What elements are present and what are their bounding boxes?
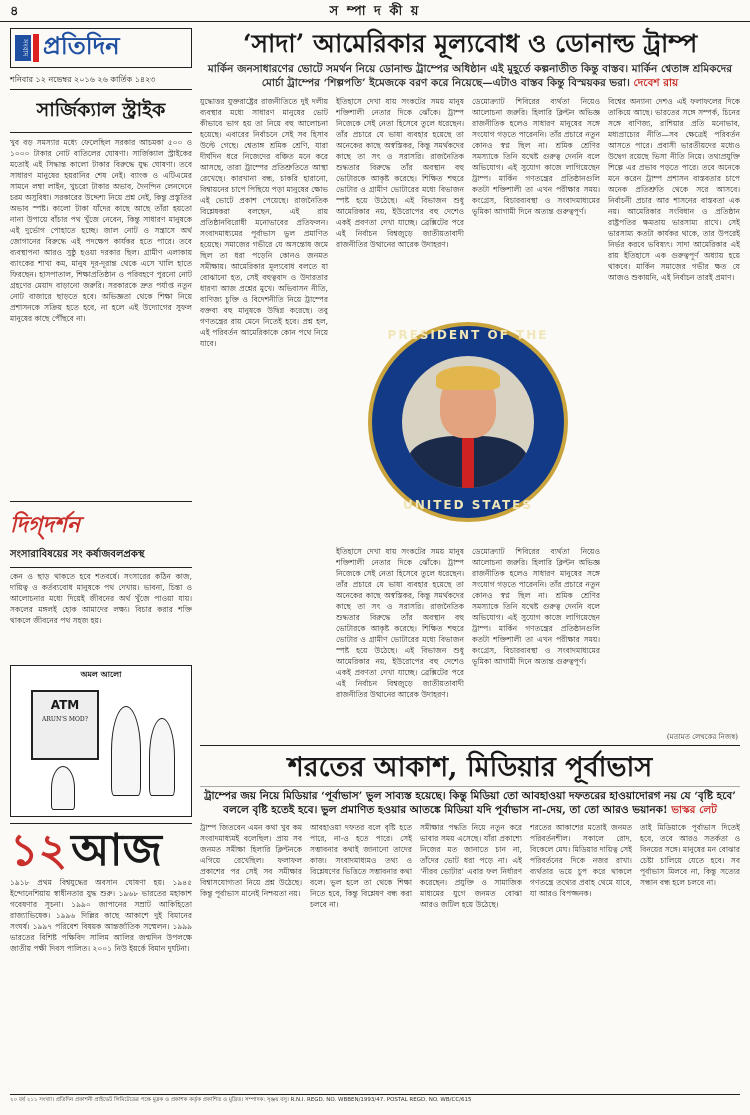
atm-machine-icon	[31, 690, 99, 760]
story2-headline[interactable]: শরতের আকাশ, মিডিয়ার পূর্বাভাস	[200, 752, 740, 787]
story2-byline: ভাস্কর লেট	[671, 804, 717, 816]
story1-headline[interactable]: ‘সাদা’ আমেরিকার মূল্যবোধ ও ডোনাল্ড ট্রাম্প	[242, 29, 698, 58]
dateline: শনিবার ১২ নভেম্বর ২০১৬ ২৬ কার্তিক ১৪২৩	[10, 72, 192, 90]
story2-column-4: শরতের আকাশের মতোই জনমত পরিবর্তনশীল। সকালে রোদ, বিকেলে মেঘ। মিডিয়ার দায়িত্ব সেই পরিবর্তনের দিকে নজর রাখা। ব্যর্থতার ভয়ে চুপ করে থাকলে গণতন্ত্রে তথ্যের প্রবাহ থেমে যাবে, যা আরও বিপজ্জনক।	[530, 823, 632, 898]
dinlipi-header	[10, 823, 192, 874]
main-area	[200, 28, 740, 1114]
page-header-bar	[0, 0, 750, 22]
story1-column-4: বিশ্বের অন্যান্য দেশও এই ফলাফলের দিকে তাকিয়ে আছে। ভারতের সঙ্গে সম্পর্ক, চিনের সঙ্গে বাণিজ্য, রাশিয়ার প্রতি মনোভাব, মধ্যপ্রাচ্যের নীতি—সব ক্ষেত্রেই পরিবর্তন আসতে পারে। প্রবাসী ভারতীয়দের মধ্যেও উদ্বেগ রয়েছে ভিসা নীতি নিয়ে। তথ্যপ্রযুক্তি শিল্পে এর প্রভাব পড়তে পারে। তবে অনেকে মনে করেন ট্রাম্প প্রশাসন বাস্তবতার চাপে অনেক প্রতিশ্রুতি থেকে সরে আসবে। নির্বাচনী প্রচার আর শাসনের বাস্তবতা এক নয়। আমেরিকার সংবিধান ও প্রতিষ্ঠান রাষ্ট্রপতির ক্ষমতায় ভারসাম্য রাখে। সেই ভারসাম্য কতটা কার্যকর থাকে, তার উপরেই নির্ভর করবে ভবিষ্যৎ। সাদা আমেরিকার এই রায় ইতিহাসে এক গুরুত্বপূর্ণ অধ্যায় হয়ে থাকবে। মার্কিন সমাজের গভীর ক্ষত যে আজও শুকায়নি, এই নির্বাচন তারই প্রমাণ।	[608, 97, 740, 282]
story2-deck	[200, 789, 740, 817]
cartoon-figure-icon	[51, 766, 75, 810]
editorial-title: সার্জিক্যাল স্ট্রাইক	[10, 96, 192, 133]
story2-deck-text: ট্রাম্পের জয় নিয়ে মিডিয়ার ‘পূর্বাভাস’ ভুল সাব্যস্ত হয়েছে। কিন্তু মিডিয়া তো আবহাওয়া দফতরের হাওয়াদোরগ নয় যে ‘বৃষ্টি হবে’ বললে বৃষ্টি হতেই হবে। ভুল প্রমাণিত হওয়ার আতঙ্কে মিডিয়া যদি পূর্বাভাস না-দেয়, তা তো আরও ভয়ানক!	[204, 790, 736, 816]
story1-deck-text: মার্কিন জনসাধারণের ভোটে সমর্থন নিয়ে ডোনাল্ড ট্রাম্পের অধিষ্ঠান এই মুহূর্তে কল্পনাতীত কিন্তু বাস্তব। মার্কিন শ্বেতাঙ্গ শ্রমিকদের মোর্চা ট্রাম্পের ‘শিল্পপতি’ ইমেজকে বরণ করে নিয়েছে—এটাও বাস্তব কিন্তু বিস্ময়কর ভরা।	[207, 63, 733, 89]
atm-caption: ARUN'S MOD?	[42, 716, 88, 723]
cartoon-figure-icon	[111, 706, 141, 796]
presidential-seal-icon	[368, 322, 568, 522]
story2-column-5: তাই মিডিয়াকে পূর্বাভাস দিতেই হবে, তবে আরও সতর্কতা ও বিনয়ের সঙ্গে। মানুষের মন বোঝার চেষ্টা চালিয়ে যেতে হবে। সব পূর্বাভাস মিলবে না, কিন্তু সত্যের সন্ধান বন্ধ হলে চলবে না।	[640, 823, 740, 887]
story2-column-2: আবহাওয়া দফতর বলে বৃষ্টি হতে পারে, না-ও হতে পারে। সেই সম্ভাবনার কথাই জানানো তাদের কাজ। সংবাদমাধ্যমও তথ্য ও বিশ্লেষণের ভিত্তিতে সম্ভাবনার কথা বলে। ভুল হলে তা থেকে শিক্ষা নিতে হবে, কিন্তু বিশ্লেষণ বন্ধ করা চলবে না।	[310, 823, 412, 909]
seal-text-top: PRESIDENT OF THE	[387, 328, 549, 342]
brand-name: প্রতিদিন	[43, 32, 120, 60]
atm-label: ATM	[50, 698, 80, 712]
left-column	[10, 28, 192, 1088]
story1-column-2: ইতিহাসে দেখা যায় সংকটের সময় মানুষ শক্তিশালী নেতার দিকে ঝোঁকে। ট্রাম্প নিজেকে সেই নেতা হিসেবে তুলে ধরেছেন। তাঁর প্রচারে যে ভাষা ব্যবহার হয়েছে তা অনেকের কাছে অস্বস্তিকর, কিন্তু সমর্থকদের কাছে তা সৎ ও সরাসরি। রাজনৈতিক শুদ্ধতার বিরুদ্ধে তাঁর অবস্থান বহু ভোটারকে আকৃষ্ট করেছে। শিক্ষিত শহুরে ভোটার ও গ্রামীণ ভোটারের মধ্যে বিভাজন স্পষ্ট হয়ে উঠেছে। এই বিভাজন শুধু আমেরিকার নয়, ইউরোপের বহু দেশেও একই প্রবণতা দেখা যাচ্ছে। ব্রেক্সিটের পরে এই নির্বাচন বিশ্বজুড়ে জাতীয়তাবাদী রাজনীতির উত্থানের আরেক উদাহরণ।	[336, 97, 464, 249]
logo-bar-icon	[33, 34, 39, 62]
cartoon-artist: অমল আলো	[80, 669, 122, 679]
story1-column-3: ডেমোক্র্যাট শিবিরের ব্যর্থতা নিয়েও আলোচনা জরুরি। হিলারি ক্লিন্টন অভিজ্ঞ রাজনীতিক হলেও সাধারণ মানুষের সঙ্গে সংযোগ গড়তে পারেননি। তাঁর প্রচারে নতুন কোনও স্বপ্ন ছিল না। শ্রমিক শ্রেণির সমস্যাকে তিনি যথেষ্ট গুরুত্ব দেননি বলে অভিযোগ। এই সুযোগ কাজে লাগিয়েছেন ট্রাম্প। মার্কিন গণতন্ত্রের প্রতিষ্ঠানগুলি কতটা শক্তিশালী তা এখন পরীক্ষার সময়। কংগ্রেস, বিচারব্যবস্থা ও সংবাদমাধ্যমের ভূমিকা আগামী দিনে অত্যন্ত গুরুত্বপূর্ণ।	[472, 97, 600, 216]
seal-text-bottom: UNITED STATES	[402, 498, 534, 512]
story1-column-2-lower: ইতিহাসে দেখা যায় সংকটের সময় মানুষ শক্তিশালী নেতার দিকে ঝোঁকে। ট্রাম্প নিজেকে সেই নেতা হিসেবে তুলে ধরেছেন। তাঁর প্রচারে যে ভাষা ব্যবহার হয়েছে তা অনেকের কাছে অস্বস্তিকর, কিন্তু সমর্থকদের কাছে তা সৎ ও সরাসরি। রাজনৈতিক শুদ্ধতার বিরুদ্ধে তাঁর অবস্থান বহু ভোটারকে আকৃষ্ট করেছে। শিক্ষিত শহুরে ভোটার ও গ্রামীণ ভোটারের মধ্যে বিভাজন স্পষ্ট হয়ে উঠেছে। এই বিভাজন শুধু আমেরিকার নয়, ইউরোপের বহু দেশেও একই প্রবণতা দেখা যাচ্ছে। ব্রেক্সিটের পরে এই নির্বাচন বিশ্বজুড়ে জাতীয়তাবাদী রাজনীতির উত্থানের আরেক উদাহরণ।	[336, 547, 464, 699]
dinlipi-word: আজ	[71, 825, 162, 876]
story1-body	[200, 96, 740, 746]
masthead-logo[interactable]	[10, 28, 192, 68]
brand-tag: সংবাদ	[15, 35, 31, 61]
divider	[10, 501, 192, 502]
imprint-footer: ২০ বর্ষ ২১১ সংখ্যা। প্রতিদিন প্রকাশনী প্রাইভেট লিমিটেডের পক্ষে মুদ্রক ও প্রকাশক কর্তৃক প্রকাশিত ও মুদ্রিত। সম্পাদক: সৃঞ্জয় বসু। R.N.I. REGD. NO. WBBEN/1993/47. POSTAL REGD. NO. WB/CC/615	[10, 1094, 740, 1112]
story1-column-3-lower: ডেমোক্র্যাট শিবিরের ব্যর্থতা নিয়েও আলোচনা জরুরি। হিলারি ক্লিন্টন অভিজ্ঞ রাজনীতিক হলেও সাধারণ মানুষের সঙ্গে সংযোগ গড়তে পারেননি। তাঁর প্রচারে নতুন কোনও স্বপ্ন ছিল না। শ্রমিক শ্রেণির সমস্যাকে তিনি যথেষ্ট গুরুত্ব দেননি বলে অভিযোগ। এই সুযোগ কাজে লাগিয়েছেন ট্রাম্প। মার্কিন গণতন্ত্রের প্রতিষ্ঠানগুলি কতটা শক্তিশালী তা এখন পরীক্ষার সময়। কংগ্রেস, বিচারব্যবস্থা ও সংবাদমাধ্যমের ভূমিকা আগামী দিনে অত্যন্ত গুরুত্বপূর্ণ।	[472, 547, 600, 666]
story2-column-3: সমীক্ষার পদ্ধতি নিয়ে নতুন করে ভাবার সময় এসেছে। যাঁরা প্রকাশ্যে নিজের মত জানাতে চান না, তাঁদের ভোট ধরা পড়ে না। এই ‘নীরব ভোটার’ এবার ফল নির্ধারণ করেছেন। প্রযুক্তি ও সামাজিক মাধ্যমের যুগে জনমত বোঝা আরও জটিল হয়ে উঠেছে।	[420, 823, 522, 909]
story1-deck	[200, 62, 740, 90]
opinion-footnote: (মতামত লেখকের নিজস্ব)	[666, 733, 738, 741]
tie-shape	[462, 438, 474, 488]
portrait	[402, 356, 534, 488]
page-number: ৪	[10, 4, 19, 19]
cartoon-figure-icon	[149, 718, 175, 796]
story1-byline: দেবেশ রায়	[633, 77, 679, 89]
dinlipi-body: ১৯১৮ প্রথম বিশ্বযুদ্ধের অবসান ঘোষণা হয়। ১৯৪৫ ইন্দোনেশিয়ায় স্বাধীনতার যুদ্ধ শুরু। ১৯৬৮ ভারতের মহাকাশ গবেষণার সূচনা। ১৯৯০ জাপানের সম্রাট আকিহিতো রাজ্যাভিষেক। ১৯৯৬ দিল্লির কাছে আকাশে দুই বিমানের সংঘর্ষ। ১৯৯৭ পরিবেশ বিষয়ক আন্তর্জাতিক সম্মেলন। ১৯৯৯ ভারতের বিশিষ্ট পক্ষিবিদ সালিম আলির জন্মদিন উপলক্ষে জাতীয় পক্ষী দিবস পালিত। ২০০১ নিউ ইয়র্কে বিমান দুর্ঘটনা।	[10, 878, 192, 953]
trump-seal-photo	[358, 318, 582, 540]
digdarshan-body: কেন ও ছাড় থাকতে হবে শতবর্ষে। সংসারের কঠিন কাজ, দায়িত্ব ও কর্তব্যবোধ মানুষকে পথ দেখায়। ভাবনা, চিন্তা ও আলোচনার মধ্যে দিয়েই জীবনের অর্থ খুঁজে পাওয়া যায়। সকলের মঙ্গলই হোক আমাদের লক্ষ্য। বিচার করার শক্তি থাকলে জীবনের পথ সহজ হয়।	[10, 572, 192, 625]
hair-shape	[436, 366, 500, 390]
digdarshan-subtitle: সংসারাবিষয়ের সং কর্ষাজবলপ্রকস্থ	[10, 547, 192, 568]
editorial-body: খুব বড় সমস্যার মধ্যে ফেলেছিল সরকার আচমকা ৫০০ ও ১০০০ টাকার নোট বাতিলের ঘোষণা। সার্জিক্যাল স্ট্রাইকের মতোই এই সিদ্ধান্ত কালো টাকার বিরুদ্ধে যুদ্ধ ঘোষণা। তবে সাধারণ মানুষের হয়রানির শেষ নেই। ব্যাংক ও এটিএমের সামনে লম্বা লাইন, খুচরো টাকার অভাব, দৈনন্দিন লেনদেনে চরম অসুবিধা। সরকারের উদ্দেশ্য নিয়ে প্রশ্ন নেই, কিন্তু প্রস্তুতির অভাব স্পষ্ট। কালো টাকা যাঁদের কাছে আছে তাঁরা হয়তো নানা উপায়ে বাঁচার পথ খুঁজে নেবেন, কিন্তু সাধারণ মানুষকে এই দুর্ভোগ পোহাতে হচ্ছে। জাল নোট ও সন্ত্রাসে অর্থ জোগানের বিরুদ্ধে এই পদক্ষেপ কার্যকর হতে পারে। তবে ব্যবস্থাপনা আরও সুষ্ঠু হওয়া দরকার ছিল। গ্রামীণ এলাকায় ব্যাংকের শাখা কম, মানুষ দূর-দূরান্ত থেকে এসে খালি হাতে ফিরছেন। হাসপাতাল, শিক্ষাপ্রতিষ্ঠান ও পরিবহণে পুরনো নোট গ্রহণের মেয়াদ বাড়ানো জরুরি। সরকারকে দ্রুত পর্যাপ্ত নতুন নোট বাজারে ছাড়তে হবে। অভিজ্ঞতা থেকে শিক্ষা নিয়ে প্রশাসনকে সক্রিয় হতে হবে, না হলে এই উদ্যোগের সুফল মানুষের কাছে পৌঁছবে না।	[10, 138, 192, 323]
section-title: স ম্পা দ কী য়	[329, 4, 421, 19]
digdarshan-title: দিগ্‌দর্শন	[10, 513, 81, 538]
story2-body	[200, 822, 740, 1114]
story2-column-1: ট্রাম্প জিতবেন এমন কথা খুব কম সংবাদমাধ্যমই বলেছিল। প্রায় সব জনমত সমীক্ষা হিলারি ক্লিন্টনকে এগিয়ে রেখেছিল। ফলাফল প্রকাশের পর সেই সব সমীক্ষার বিশ্বাসযোগ্যতা নিয়ে প্রশ্ন উঠেছে। কিন্তু পূর্বাভাস মানেই নিশ্চয়তা নয়।	[200, 823, 302, 898]
dinlipi-number: ১২	[10, 825, 68, 876]
story1-column-1: যুদ্ধোত্তর যুক্তরাষ্ট্রের রাজনীতিতে দুই দলীয় ব্যবস্থার মধ্যে সাধারণ মানুষের ভোট কীভাবে ভাগ হয় তা নিয়ে বহু আলোচনা হয়েছে। এবারের নির্বাচনে সেই সব হিসাব উল্টে গেছে। শ্বেতাঙ্গ শ্রমিক শ্রেণি, যারা দীর্ঘদিন ধরে নিজেদের বঞ্চিত মনে করে আসছে, তারা ট্রাম্পের প্রতিশ্রুতিতে আস্থা রেখেছে। কারখানা বন্ধ, চাকরি হারানো, বিশ্বায়নের চাপে পিছিয়ে পড়া মানুষের ক্ষোভ এই ভোটে প্রকাশ পেয়েছে। রাজনৈতিক বিশ্লেষকরা বলছেন, এই রায় প্রতিষ্ঠানবিরোধী মনোভাবের প্রতিফলন। সংবাদমাধ্যমের পূর্বাভাস ভুল প্রমাণিত হয়েছে। সমাজের গভীরে যে অসন্তোষ জমে ছিল তা ধরা পড়েনি কোনও জনমত সমীক্ষায়। আমেরিকার মূল্যবোধ বলতে যা বোঝানো হত, সেই বহুত্ববাদ ও উদারতার ধারণা আজ প্রশ্নের মুখে। অভিবাসন নীতি, বাণিজ্য চুক্তি ও বিদেশনীতি নিয়ে ট্রাম্পের বক্তব্য বহু মানুষকে উদ্বিগ্ন করেছে। তবু গণতন্ত্রের রায় মেনে নিতেই হবে। প্রশ্ন হল, এই পরিবর্তন আমেরিকাকে কোন পথে নিয়ে যাবে।	[200, 97, 328, 348]
cartoon-panel	[10, 665, 192, 817]
